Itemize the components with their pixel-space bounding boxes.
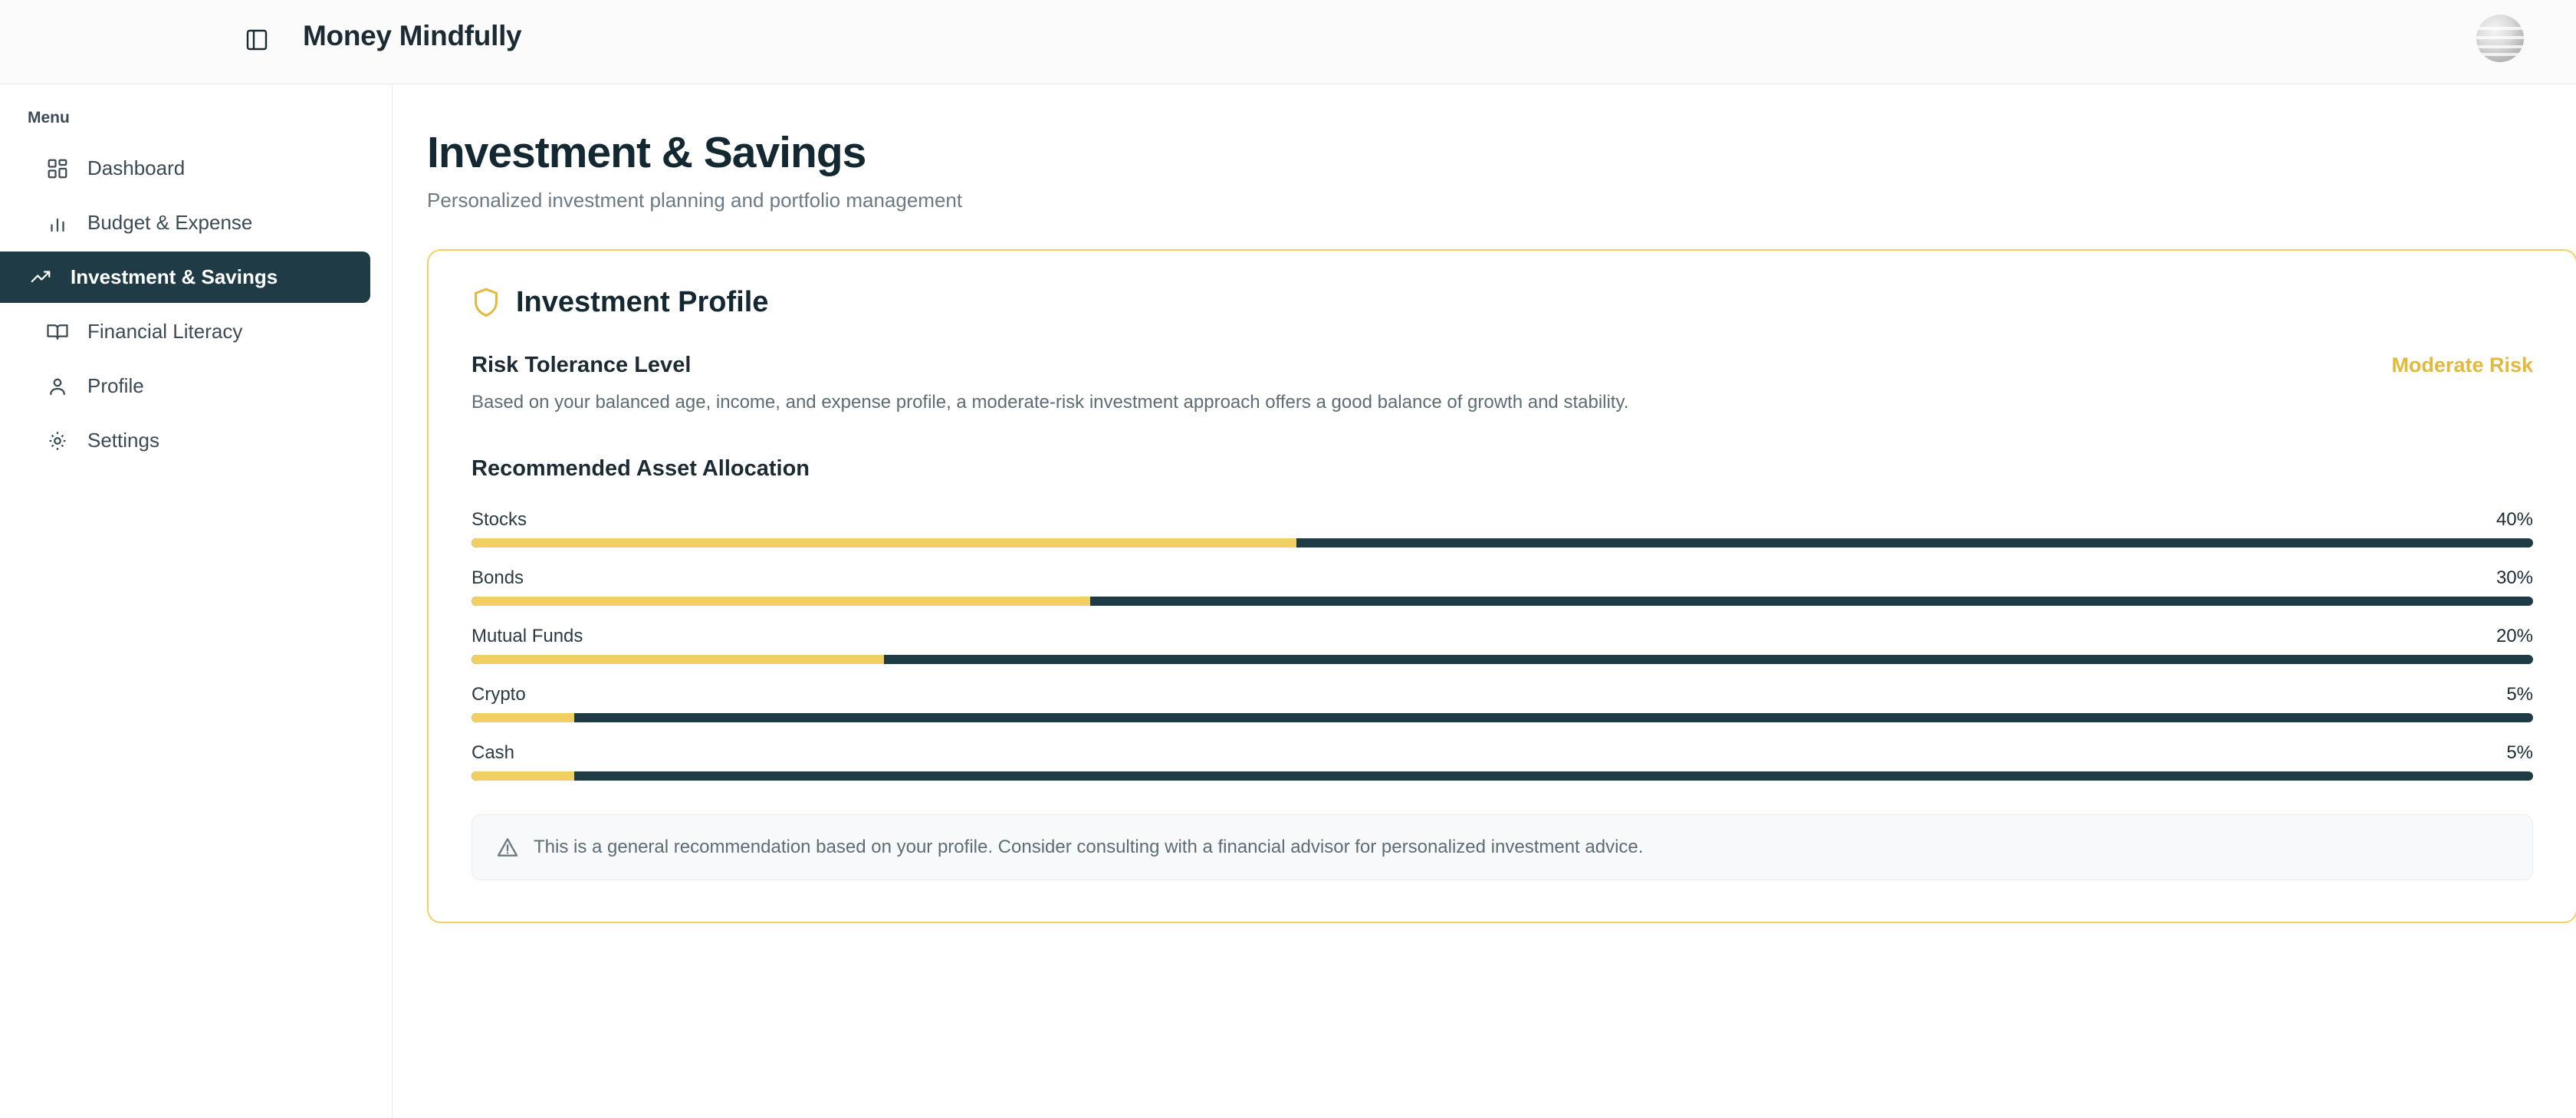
risk-description: Based on your balanced age, income, and expense profile, a moderate-risk investment approach offers a good balance of growth and stability. [472, 392, 1629, 413]
allocation-value: 40% [2496, 509, 2533, 530]
app-title: Money Mindfully [303, 20, 522, 51]
allocation-value: 5% [2506, 684, 2533, 705]
status-badge: Moderate Risk [2391, 353, 2533, 377]
sidebar-item-investment-savings[interactable] [0, 252, 370, 303]
warning-triangle-icon [495, 835, 520, 860]
allocation-label: Bonds [472, 567, 524, 588]
allocation-value: 30% [2496, 567, 2533, 588]
sidebar-item-label: Financial Literacy [87, 320, 243, 343]
allocation-value: 5% [2506, 742, 2533, 763]
sidebar-menu-label: Menu [28, 109, 70, 127]
card-title: Investment Profile [516, 286, 769, 318]
allocation-label: Crypto [472, 684, 526, 705]
sidebar-item-dashboard[interactable] [17, 143, 370, 194]
advisory-note [472, 814, 2533, 880]
sidebar-toggle-button[interactable] [242, 26, 272, 57]
allocation-row [472, 684, 2533, 722]
progress-bar-fill [472, 655, 884, 664]
sidebar-item-profile[interactable] [17, 360, 370, 412]
progress-bar-fill [472, 713, 574, 722]
main-content [393, 84, 2576, 1118]
allocation-row [472, 567, 2533, 606]
sidebar-item-label: Dashboard [87, 156, 186, 179]
allocation-label: Mutual Funds [472, 626, 583, 646]
allocation-label: Cash [472, 742, 515, 763]
progress-bar-track [472, 713, 2533, 722]
sidebar-item-label: Budget & Expense [87, 211, 253, 234]
page-title: Investment & Savings [427, 128, 866, 177]
sidebar [0, 84, 393, 1118]
allocation-title: Recommended Asset Allocation [472, 456, 810, 481]
sidebar-item-label: Profile [87, 374, 144, 397]
investment-profile-card [427, 249, 2576, 923]
progress-bar-track [472, 538, 2533, 547]
allocation-label: Stocks [472, 509, 527, 530]
sidebar-item-budget-expense[interactable] [17, 197, 370, 248]
progress-bar-fill [472, 597, 1090, 606]
allocation-row [472, 742, 2533, 781]
sidebar-item-label: Investment & Savings [71, 265, 278, 288]
top-bar [0, 0, 2576, 84]
card-header [472, 286, 2533, 319]
trending-up-icon [28, 265, 54, 291]
grid-icon [44, 156, 71, 182]
bar-chart-icon [44, 210, 71, 236]
advisory-note-text: This is a general recommendation based on your profile. Consider consulting with a financial advisor for personalized investment advice. [534, 837, 1644, 857]
allocation-row [472, 626, 2533, 664]
avatar[interactable] [2476, 15, 2524, 62]
book-open-icon [44, 319, 71, 345]
risk-section-title: Risk Tolerance Level [472, 353, 692, 377]
user-icon [44, 373, 71, 400]
sidebar-item-label: Settings [87, 429, 159, 452]
shield-icon [472, 287, 501, 319]
allocation-row [472, 509, 2533, 547]
gear-icon [44, 428, 71, 454]
sidebar-item-settings[interactable] [17, 415, 370, 466]
allocation-value: 20% [2496, 626, 2533, 646]
progress-bar-track [472, 655, 2533, 664]
progress-bar-fill [472, 538, 1296, 547]
progress-bar-track [472, 597, 2533, 606]
sidebar-item-financial-literacy[interactable] [17, 306, 370, 357]
progress-bar-fill [472, 771, 574, 781]
risk-tolerance-row [472, 353, 2533, 378]
progress-bar-track [472, 771, 2533, 781]
sidebar-toggle-icon [245, 28, 269, 56]
page-subtitle: Personalized investment planning and portfolio management [427, 189, 963, 212]
